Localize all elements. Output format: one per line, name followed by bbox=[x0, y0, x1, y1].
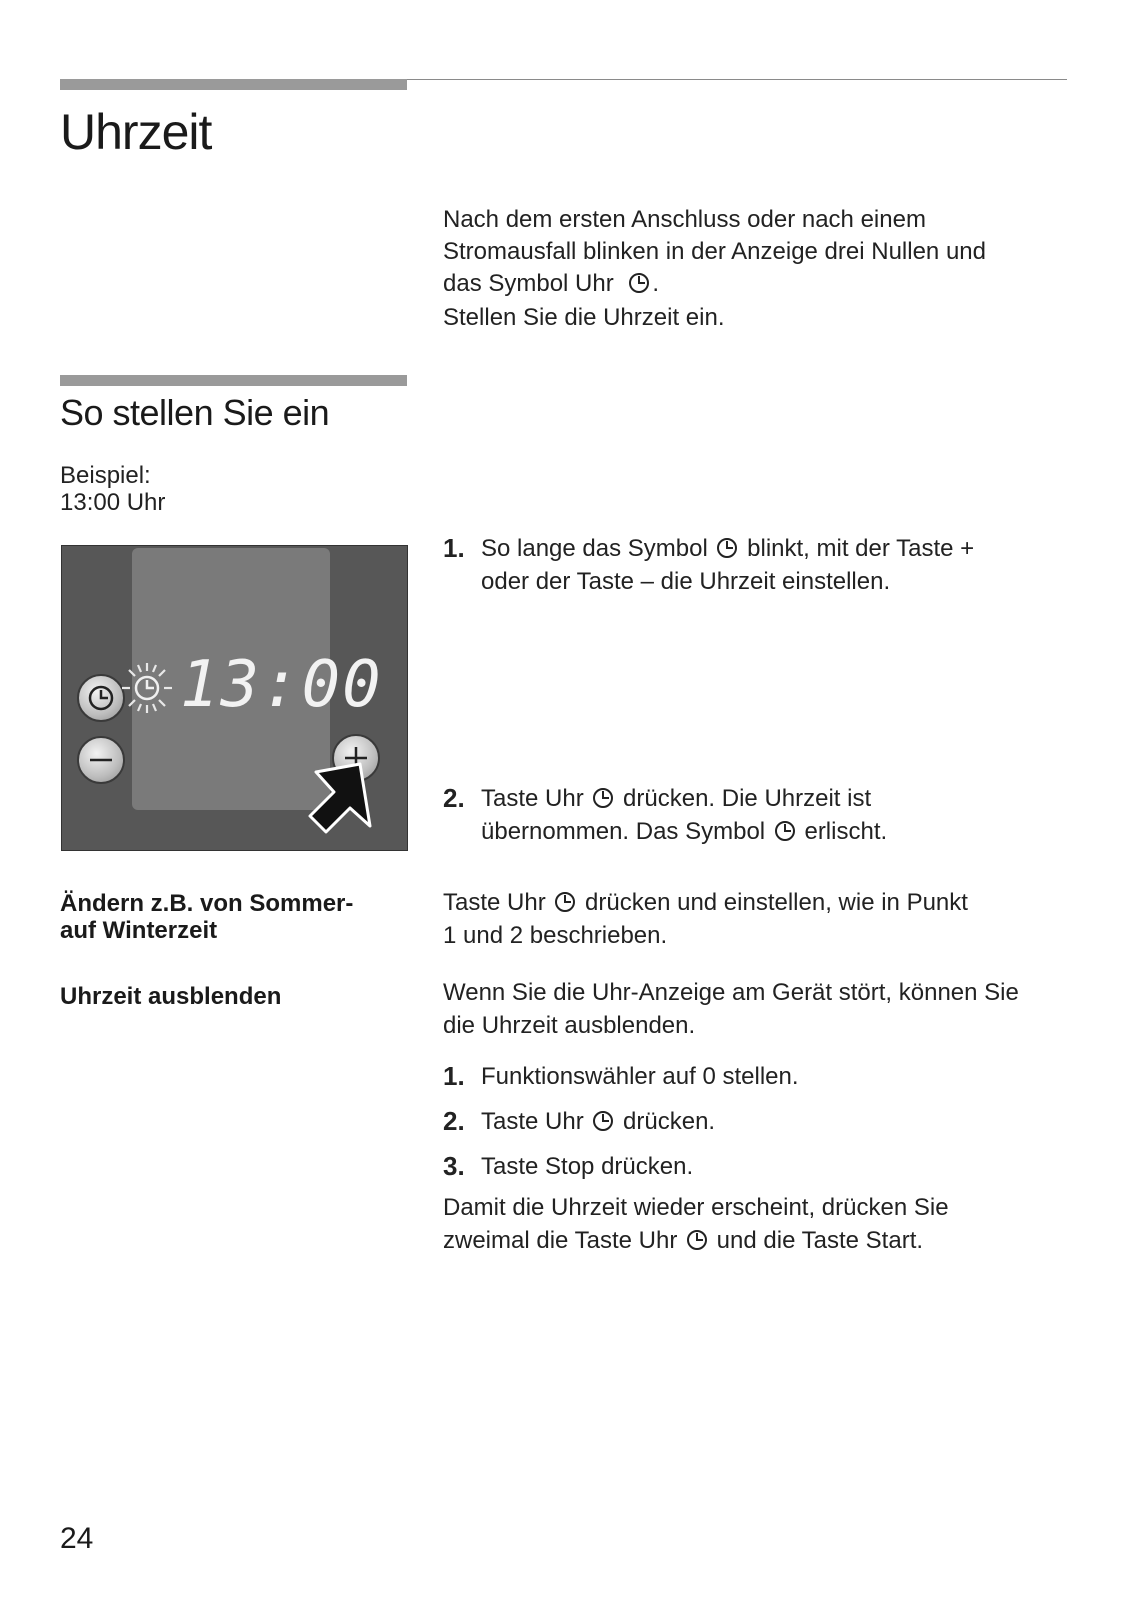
restore-line2-a: zweimal die Taste Uhr bbox=[443, 1227, 678, 1254]
time-display: 13:00 bbox=[180, 648, 383, 722]
oven-control-panel bbox=[61, 545, 408, 851]
clock-icon bbox=[686, 1229, 708, 1251]
hide-text-line2: die Uhrzeit ausblenden. bbox=[443, 1012, 696, 1039]
intro-line-3-text: das Symbol Uhr bbox=[443, 270, 614, 297]
page-title: Uhrzeit bbox=[60, 104, 212, 160]
step-number: 2. bbox=[443, 1106, 465, 1136]
hide-step-2 bbox=[443, 1105, 1083, 1139]
clock-icon bbox=[592, 1110, 614, 1132]
clock-icon bbox=[628, 272, 650, 294]
set-step-2-text-a: Taste Uhr bbox=[481, 785, 584, 812]
page-number: 24 bbox=[60, 1522, 94, 1555]
intro-line-2: Stromausfall blinken in der Anzeige drei Nullen und bbox=[443, 238, 986, 265]
intro-line-1: Nach dem ersten Anschluss oder nach einem bbox=[443, 206, 926, 233]
set-step-1-text-a: So lange das Symbol bbox=[481, 535, 708, 562]
set-step-2-text bbox=[481, 782, 887, 848]
hide-text bbox=[443, 976, 1103, 1042]
change-text-a: Taste Uhr bbox=[443, 889, 546, 916]
clock-icon bbox=[774, 820, 796, 842]
intro-text bbox=[443, 204, 1083, 334]
clock-icon bbox=[592, 787, 614, 809]
set-step-1-text bbox=[481, 532, 974, 598]
set-step-2-text-b: drücken. Die Uhrzeit ist bbox=[623, 785, 872, 812]
clock-icon bbox=[716, 537, 738, 559]
intro-line-4: Stellen Sie die Uhrzeit ein. bbox=[443, 304, 725, 331]
pointer-arrow-icon bbox=[298, 756, 378, 836]
section-rule bbox=[60, 375, 407, 386]
hide-step-1-text: Funktionswähler auf 0 stellen. bbox=[481, 1063, 799, 1090]
set-step-1-text-b: blinkt, mit der Taste + bbox=[747, 535, 975, 562]
title-rule-thin bbox=[407, 79, 1067, 80]
step-number: 1. bbox=[443, 1061, 465, 1091]
set-step-2-text-c: übernommen. Das Symbol bbox=[481, 818, 766, 845]
change-heading-line2: auf Winterzeit bbox=[60, 917, 218, 944]
minus-button[interactable] bbox=[77, 736, 125, 784]
hide-step-1 bbox=[443, 1060, 1083, 1094]
restore-line2 bbox=[443, 1224, 1083, 1257]
intro-line-3 bbox=[443, 268, 1083, 300]
step-number: 2. bbox=[443, 783, 465, 813]
change-text-b: drücken und einstellen, wie in Punkt bbox=[585, 889, 968, 916]
hide-step-2-text-b: drücken. bbox=[623, 1108, 716, 1135]
step-number: 3. bbox=[443, 1151, 465, 1181]
clock-icon bbox=[554, 891, 576, 913]
hide-heading: Uhrzeit ausblenden bbox=[60, 983, 282, 1010]
step-number: 1. bbox=[443, 533, 465, 563]
hide-text-line1: Wenn Sie die Uhr-Anzeige am Gerät stört, können Sie bbox=[443, 979, 1019, 1006]
hide-step-2-text-a: Taste Uhr bbox=[481, 1108, 584, 1135]
hide-step-2-text bbox=[481, 1105, 715, 1138]
hide-step-3 bbox=[443, 1150, 1083, 1184]
example-value: 13:00 Uhr bbox=[60, 489, 166, 516]
change-text-line2: 1 und 2 beschrieben. bbox=[443, 922, 668, 949]
example-block bbox=[60, 462, 165, 516]
intro-period: . bbox=[652, 270, 660, 297]
change-text bbox=[443, 886, 1083, 952]
restore-line1: Damit die Uhrzeit wieder erscheint, drücken Sie bbox=[443, 1194, 949, 1221]
set-step-2-text-d: erlischt. bbox=[804, 818, 888, 845]
title-rule-thick bbox=[60, 79, 407, 90]
change-heading-line1: Ändern z.B. von Sommer- bbox=[60, 890, 354, 917]
set-step-2 bbox=[443, 782, 1083, 852]
restore-text bbox=[443, 1191, 1083, 1257]
example-label: Beispiel: bbox=[60, 462, 151, 489]
blinking-clock-icon bbox=[117, 658, 177, 718]
change-heading bbox=[60, 890, 353, 944]
set-step-1-text-line2: oder der Taste – die Uhrzeit einstellen. bbox=[481, 568, 891, 595]
hide-step-3-text: Taste Stop drücken. bbox=[481, 1153, 694, 1180]
section-title: So stellen Sie ein bbox=[60, 392, 330, 433]
minus-icon bbox=[79, 738, 123, 782]
restore-line2-b: und die Taste Start. bbox=[716, 1227, 924, 1254]
set-step-1 bbox=[443, 532, 1083, 602]
